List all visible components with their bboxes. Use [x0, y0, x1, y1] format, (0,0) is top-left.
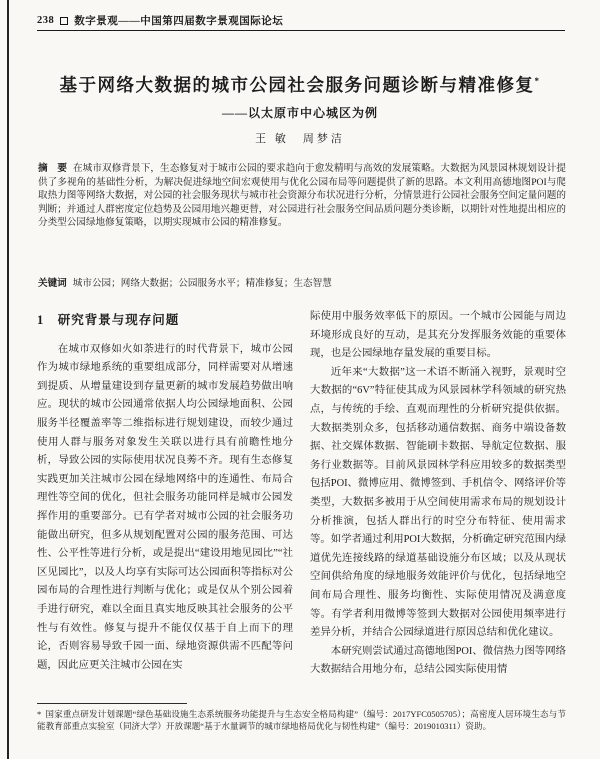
paper-subtitle: ——以太原市中心城区为例: [221, 106, 378, 120]
forum-title: 数字景观——中国第四届数字景观国际论坛: [74, 16, 284, 27]
footnote: [37, 708, 566, 733]
footnote-marker: *: [37, 709, 42, 719]
body-paragraph: 近年来“大数据”这一术语不断涌入视野，景观时空大数据的“6V”特征使其成为风景园林学科领域的研究热点，与传统的手绘、直观而理性的分析研究提供依据。大数据类别众多，包括移动通信数据、商务中端设备数据、社交媒体数据、智能刷卡数据、导航定位数据、服务行业数据等。目前风景园林学科应用较多的数据类型包括POI、微博应用、微博签到、手机信令、网络评价等类型，大数据多被用于从空间使用需求布局的规划设计分析推演，包括人群出行的时空分布特征、使用需求等。如学者通过利用POI大数据，分析确定研究范围内绿道优先连接线路的绿道基础设施分布区域；以及从现状空间供给角度的绿地服务效能评价与优化，包括绿地空间布局合理性、服务均衡性、实际使用情况及满意度等。有学者利用微博等签到大数据对公园使用频率进行差异分析，并结合公园绿道进行原因总结和优化建议。: [310, 366, 566, 639]
footnote-rule: [37, 703, 187, 704]
body-paragraph: 际使用中服务效率低下的原因。一个城市公园能与周边环境形成良好的互动，是其充分发挥服务效能的重要体现，也是公园绿地存量发展的重要目标。: [310, 311, 566, 360]
body-paragraph: 在城市双修如火如荼进行的时代背景下，城市公园作为城市绿地系统的重要组成部分，同样需要对从增速到提质、从增量建设到存量更新的城市发展趋势做出响应。现状的城市公园通常依据人均公园绿地面积、公园服务半径覆盖率等二维指标进行规划建设，而较少通过使用人群与服务对象发生关联以进行具有前瞻性地分析，导致公园的实际使用状况良莠不齐。现有生态修复实践更加关注城市公园在绿地网络中的连通性、布局合理性等空间的优化，但社会服务功能同样是城市公园发挥作用的重要部分。已有学者对城市公园的社会服务功能做出研究，但多从规划配置对公园的服务范围、可达性、公平性等进行分析，或是提出“建设用地见园比”“社区见园比”，以及人均享有实际可达公园面积等指标对公园布局的合理性进行判断与优化；或是仅从个别公园着手进行研究，难以全面且真实地反映其社会服务的公平性与有效性。修复与提升不能仅仅基于自上而下的理论，否则容易导致千园一面、绿地资源供需不匹配等问题，因此应更关注城市公园在实: [37, 343, 293, 671]
paper-title-text: 基于网络大数据的城市公园社会服务问题诊断与精准修复: [59, 75, 535, 95]
right-column: [310, 308, 566, 700]
left-column: [37, 308, 293, 700]
body-paragraph: 本研究则尝试通过高德地图POI、微信热力图等网络大数据结合用地分布，总结公园实际使用情: [310, 645, 566, 676]
header-rule: [37, 30, 565, 31]
paper-title: [0, 72, 600, 97]
body-columns: [37, 308, 566, 700]
page-number: 238: [37, 15, 55, 26]
title-footnote-mark: *: [534, 76, 541, 87]
header-ornament-icon: [60, 17, 68, 25]
abstract-label: 摘 要: [38, 163, 68, 174]
authors: 王 敏 周梦洁: [255, 133, 345, 145]
keywords-block: [38, 277, 566, 290]
abstract-block: [38, 162, 566, 230]
running-header: [37, 13, 565, 28]
section-heading: 1 研究背景与现存问题: [37, 313, 180, 327]
abstract-text: 在城市双修背景下，生态修复对于城市公园的要求趋向于愈发精明与高效的发展策略。大数据为风景园林规划设计提供了多视角的基础性分析，为解决促进绿地空间宏观使用与优化公园布局等问题提供了新的思路。本文利用高德地图POI与爬取热力图等网络大数据，对公园的社会服务现状与城市社会资源分布状况进行分析，分情景进行公园社会服务空间定量问题的判断；并通过人群密度定位趋势及公园用地兴趣更替，对公园进行社会服务空间品质问题分类诊断，以期针对性地提出相应的分类型公园绿地修复策略，以期实现城市公园的精准修复。: [38, 163, 566, 229]
footnote-text: 国家重点研发计划课题“绿色基础设施生态系统服务功能提升与生态安全格局构建”（编号：2017YFC0505705）；高密度人居环境生态与节能教育部重点实验室（同济大学）开放课题“基于水量调节的城市绿地格局优化与韧性构建”（编号：2019010311）资助。: [37, 709, 566, 732]
keywords-text: 城市公园；网络大数据；公园服务水平；精准修复；生态智慧: [72, 278, 332, 289]
keywords-label: 关键词: [38, 278, 67, 289]
